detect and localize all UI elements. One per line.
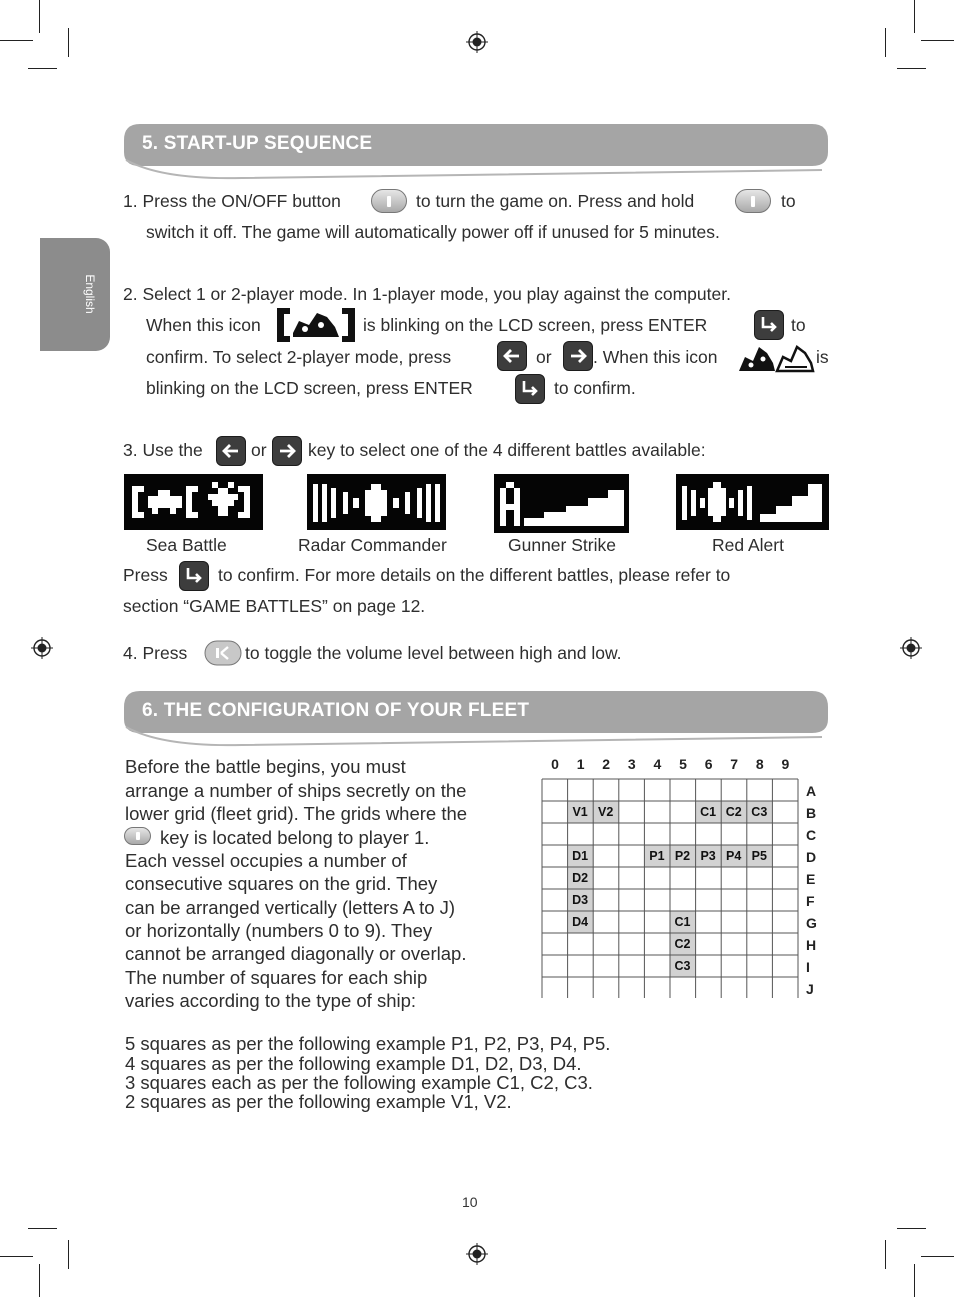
step2-text-line4b: to confirm. bbox=[554, 378, 636, 398]
crop-mark bbox=[885, 28, 886, 57]
ship-label: D3 bbox=[572, 893, 589, 907]
fleet-para-line: varies according to the type of ship: bbox=[125, 990, 417, 1011]
two-player-icon bbox=[737, 341, 815, 375]
volume-button-icon bbox=[204, 640, 242, 666]
step3-text-a: 3. Use the bbox=[123, 440, 203, 460]
crop-mark bbox=[914, 1264, 915, 1297]
step2-text-line3b: or bbox=[536, 347, 552, 367]
step4-text-b: to toggle the volume level between high and low. bbox=[245, 643, 622, 663]
sea-battle-image bbox=[124, 474, 263, 530]
ship-label: C2 bbox=[725, 805, 742, 819]
crop-mark bbox=[897, 1228, 926, 1229]
grid-column-label: 3 bbox=[627, 756, 636, 772]
crop-mark bbox=[68, 1240, 69, 1269]
registration-mark-icon bbox=[31, 637, 53, 659]
enter-key-icon bbox=[179, 561, 209, 591]
fleet-para-line: cannot be arranged diagonally or overlap. bbox=[125, 943, 467, 964]
step3-text-c: key to select one of the 4 different battles available: bbox=[308, 440, 706, 460]
step1-text-a: 1. Press the ON/OFF button bbox=[123, 191, 341, 211]
grid-row-label: F bbox=[806, 893, 815, 909]
enter-key-icon bbox=[754, 310, 784, 340]
example-line: 2 squares as per the following example V1, V2. bbox=[125, 1091, 512, 1112]
ship-label: P5 bbox=[751, 849, 767, 863]
example-line: 3 squares each as per the following example C1, C2, C3. bbox=[125, 1072, 593, 1093]
language-tab bbox=[40, 238, 110, 351]
grid-column-label: 9 bbox=[781, 756, 790, 772]
step3-confirm-a: Press bbox=[123, 565, 168, 585]
fleet-para-line: consecutive squares on the grid. They bbox=[125, 873, 438, 894]
ship-label: D1 bbox=[572, 849, 589, 863]
grid-column-label: 4 bbox=[653, 756, 662, 772]
right-arrow-key-icon bbox=[272, 436, 302, 466]
ship-label: C1 bbox=[700, 805, 717, 819]
ship-label: C3 bbox=[751, 805, 768, 819]
fleet-para-line: key is located belong to player 1. bbox=[160, 827, 430, 848]
language-tab-label: English bbox=[83, 274, 97, 314]
registration-mark-icon bbox=[466, 1243, 488, 1265]
grid-row-label: G bbox=[806, 915, 817, 931]
section-header-startup bbox=[122, 122, 828, 182]
step2-text-line3c: . When this icon bbox=[593, 347, 718, 367]
battle-label-red-alert: Red Alert bbox=[712, 535, 784, 555]
ship-label: P4 bbox=[726, 849, 742, 863]
ship-label: D4 bbox=[572, 915, 589, 929]
right-arrow-key-icon bbox=[563, 341, 593, 371]
fleet-para-line: can be arranged vertically (letters A to J) bbox=[125, 897, 456, 918]
registration-mark-icon bbox=[900, 637, 922, 659]
grid-row-label: J bbox=[806, 981, 814, 997]
grid-column-label: 1 bbox=[576, 756, 585, 772]
grid-row-label: E bbox=[806, 871, 816, 887]
grid-row-label: C bbox=[806, 827, 817, 843]
ship-label: C1 bbox=[674, 915, 691, 929]
grid-column-label: 2 bbox=[602, 756, 611, 772]
step1-text-line2: switch it off. The game will automatically power off if unused for 5 minutes. bbox=[146, 222, 720, 242]
left-arrow-key-icon bbox=[216, 436, 246, 466]
step4-text-a: 4. Press bbox=[123, 643, 188, 663]
section-header-fleet bbox=[122, 689, 828, 749]
crop-mark bbox=[68, 28, 69, 57]
step2-text-line2a: When this icon bbox=[146, 315, 261, 335]
crop-mark bbox=[39, 1264, 40, 1297]
step2-text-line2b: is blinking on the LCD screen, press ENTER bbox=[363, 315, 708, 335]
step2-text-line1: 2. Select 1 or 2-player mode. In 1-player mode, you play against the computer. bbox=[123, 284, 731, 304]
step2-text-line3d: is bbox=[816, 347, 829, 367]
crop-mark bbox=[0, 40, 33, 41]
crop-mark bbox=[921, 1256, 954, 1257]
fleet-para-line: Before the battle begins, you must bbox=[125, 756, 406, 777]
red-alert-image bbox=[676, 474, 829, 530]
power-button-icon bbox=[735, 189, 771, 213]
ship-label: V1 bbox=[572, 805, 588, 819]
step2-text-line4a: blinking on the LCD screen, press ENTER bbox=[146, 378, 473, 398]
step1-text-c: to bbox=[781, 191, 796, 211]
fleet-para-line: The number of squares for each ship bbox=[125, 967, 428, 988]
grid-column-label: 5 bbox=[679, 756, 687, 772]
crop-mark bbox=[897, 68, 926, 69]
battle-label-radar: Radar Commander bbox=[298, 535, 447, 555]
step1-text-b: to turn the game on. Press and hold bbox=[416, 191, 695, 211]
step3-confirm-c: section “GAME BATTLES” on page 12. bbox=[123, 596, 426, 616]
crop-mark bbox=[921, 40, 954, 41]
fleet-para-line: arrange a number of ships secretly on the bbox=[125, 780, 467, 801]
example-line: 4 squares as per the following example D1, D2, D3, D4. bbox=[125, 1053, 582, 1074]
step3-text-b: or bbox=[251, 440, 267, 460]
crop-mark bbox=[28, 1228, 57, 1229]
grid-row-label: H bbox=[806, 937, 817, 953]
grid-column-label: 6 bbox=[704, 756, 713, 772]
crop-mark bbox=[28, 68, 57, 69]
fleet-para-line: lower grid (fleet grid). The grids where the bbox=[125, 803, 468, 824]
crop-mark bbox=[885, 1240, 886, 1269]
ship-label: C2 bbox=[674, 937, 691, 951]
ship-label: P2 bbox=[674, 849, 691, 863]
gunner-strike-image bbox=[494, 474, 629, 533]
left-arrow-key-icon bbox=[497, 341, 527, 371]
grid-row-label: B bbox=[806, 805, 817, 821]
ship-label: P1 bbox=[649, 849, 665, 863]
grid-column-label: 0 bbox=[551, 756, 559, 772]
section-title: 5. START-UP SEQUENCE bbox=[142, 133, 373, 154]
example-line: 5 squares as per the following example P1, P2, P3, P4, P5. bbox=[125, 1033, 611, 1054]
section-title: 6. THE CONFIGURATION OF YOUR FLEET bbox=[142, 700, 530, 721]
ship-label: P3 bbox=[700, 849, 716, 863]
grid-row-label: I bbox=[806, 959, 810, 975]
registration-mark-icon bbox=[466, 31, 488, 53]
power-button-icon bbox=[124, 827, 151, 845]
fleet-para-line: Each vessel occupies a number of bbox=[125, 850, 407, 871]
page-number: 10 bbox=[462, 1194, 478, 1210]
grid-column-label: 8 bbox=[755, 756, 764, 772]
grid-row-label: A bbox=[806, 783, 817, 799]
enter-key-icon bbox=[515, 374, 545, 404]
battle-label-sea: Sea Battle bbox=[146, 535, 227, 555]
grid-row-label: D bbox=[806, 849, 817, 865]
crop-mark bbox=[39, 0, 40, 33]
ship-label: C3 bbox=[674, 959, 691, 973]
radar-commander-image bbox=[307, 474, 446, 530]
one-player-icon bbox=[277, 307, 355, 343]
step2-text-line3a: confirm. To select 2-player mode, press bbox=[146, 347, 452, 367]
ship-label: D2 bbox=[572, 871, 589, 885]
battle-label-gunner: Gunner Strike bbox=[508, 535, 616, 555]
crop-mark bbox=[914, 0, 915, 33]
step2-text-line2c: to bbox=[791, 315, 806, 335]
power-button-icon bbox=[371, 189, 407, 213]
ship-label: V2 bbox=[598, 805, 614, 819]
step3-confirm-b: to confirm. For more details on the different battles, please refer to bbox=[218, 565, 731, 585]
fleet-grid bbox=[540, 754, 830, 1004]
crop-mark bbox=[0, 1256, 33, 1257]
fleet-para-line: or horizontally (numbers 0 to 9). They bbox=[125, 920, 433, 941]
grid-column-label: 7 bbox=[730, 756, 739, 772]
